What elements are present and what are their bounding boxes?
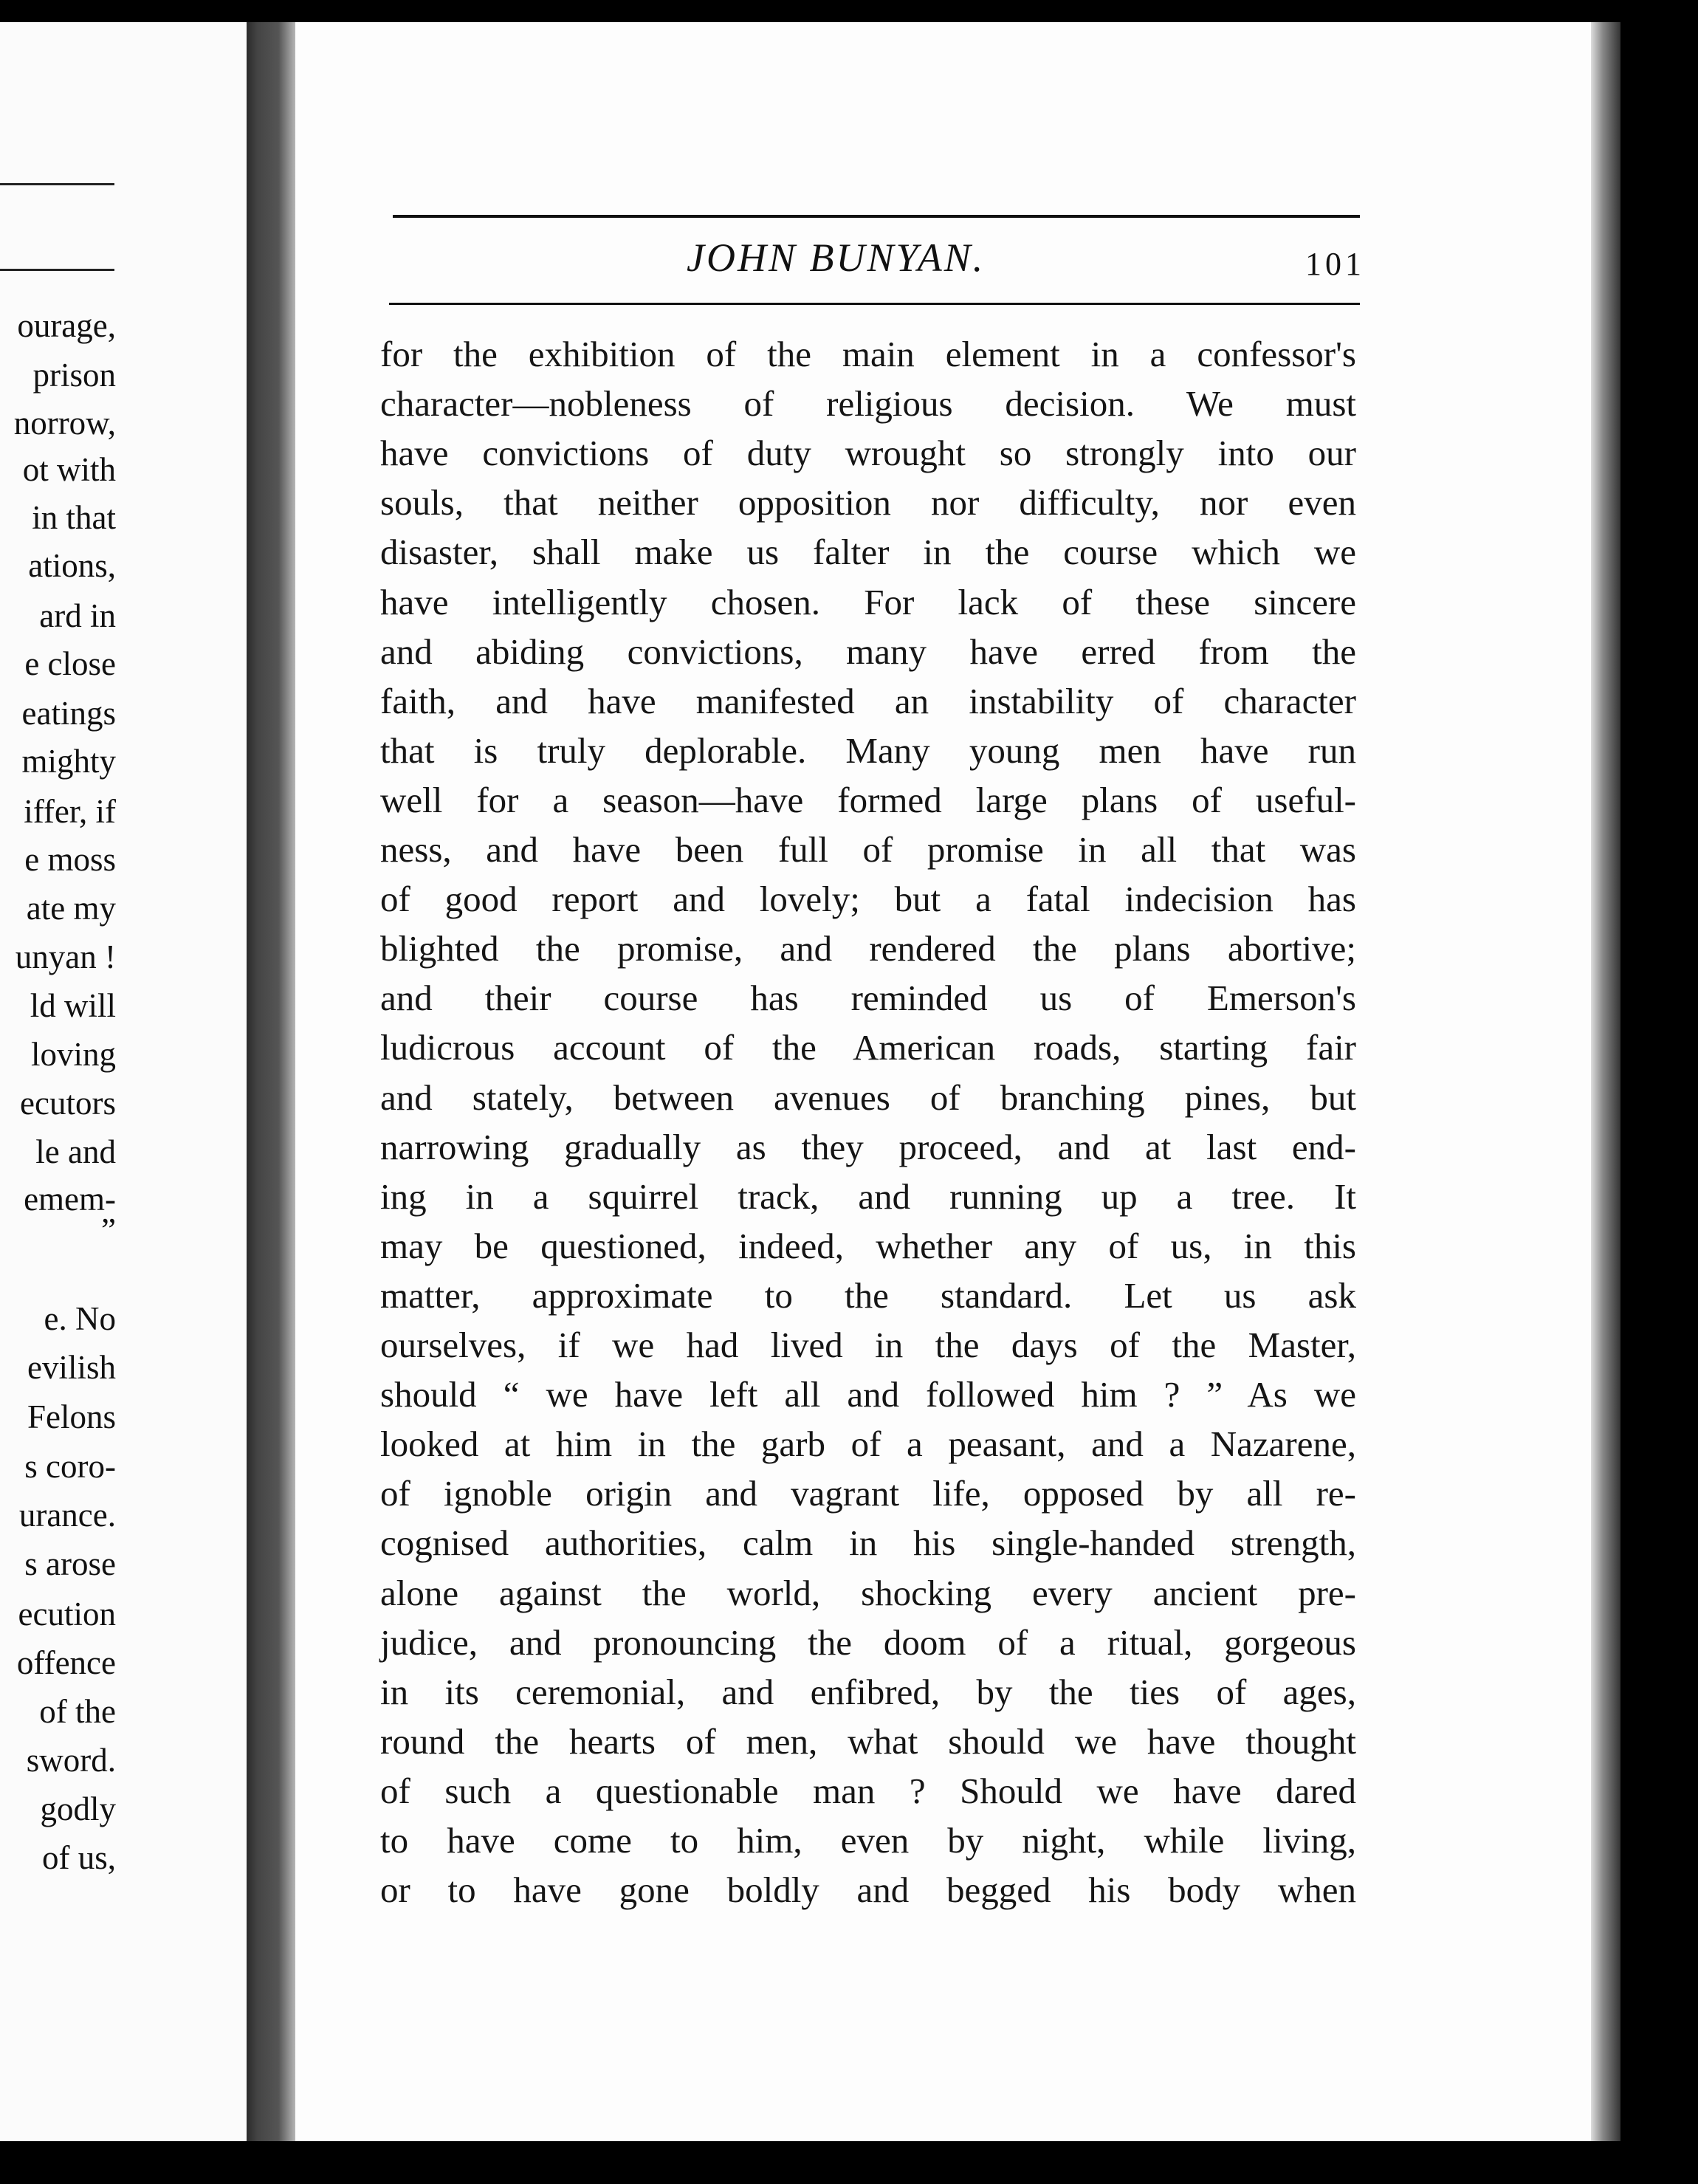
text-line: of such a questionable man ? Should we have dared xyxy=(380,1770,1356,1811)
text-line: or to have gone boldly and begged his body when xyxy=(380,1869,1356,1911)
text-line: for the exhibition of the main element in a confessor's xyxy=(380,334,1356,374)
left-page-line: evilish xyxy=(27,1349,116,1386)
text-line: may be questioned, indeed, whether any of us, in this xyxy=(380,1225,1356,1266)
text-line: judice, and pronouncing the doom of a ritual, gorgeous xyxy=(380,1621,1356,1663)
text-line: ness, and have been full of promise in all that was xyxy=(380,829,1356,870)
page-edge xyxy=(1591,22,1620,2141)
left-page-line: ourage, xyxy=(17,307,116,344)
text-line: faith, and have manifested an instability of character xyxy=(380,680,1356,721)
left-page-rule-top xyxy=(0,183,114,185)
left-page-line: ecution xyxy=(18,1596,116,1632)
left-page-line: in that xyxy=(32,499,116,536)
left-page-line: ate my xyxy=(26,890,116,927)
text-line: in its ceremonial, and enfibred, by the ties of ages, xyxy=(380,1671,1356,1712)
text-line: should “ we have left all and followed him ? ” As we xyxy=(380,1374,1356,1415)
left-page-line: emem- xyxy=(24,1181,116,1218)
text-line: looked at him in the garb of a peasant, and a Nazarene, xyxy=(380,1424,1356,1465)
left-page-line: norrow, xyxy=(13,405,116,442)
left-page-line: e moss xyxy=(24,841,116,878)
left-page-line: ecutors xyxy=(20,1085,116,1122)
header-rule-top xyxy=(393,215,1360,218)
book-gutter xyxy=(247,22,300,2141)
text-line: of good report and lovely; but a fatal indecision has xyxy=(380,879,1356,920)
text-line: cognised authorities, calm in his single-handed strength, xyxy=(380,1522,1356,1564)
left-page-line: iffer, if xyxy=(24,793,116,830)
left-page-line: eatings xyxy=(21,695,116,732)
left-page-rule-head xyxy=(0,269,114,271)
text-line: and abiding convictions, many have erred from the xyxy=(380,631,1356,672)
left-page-line: ot with xyxy=(22,451,116,488)
text-line: souls, that neither opposition nor difficulty, nor even xyxy=(380,482,1356,523)
left-page-line: ld will xyxy=(30,987,116,1024)
text-line: to have come to him, even by night, while living, xyxy=(380,1820,1356,1861)
text-line: have intelligently chosen. For lack of these sincere xyxy=(380,581,1356,622)
page-number: 101 xyxy=(1305,246,1365,282)
left-page-line: godly xyxy=(40,1790,116,1827)
left-page-line: e. No xyxy=(44,1300,116,1337)
left-page-line: s arose xyxy=(24,1545,116,1582)
left-page-line: s coro- xyxy=(24,1448,116,1485)
left-page-line: ations, xyxy=(28,547,116,584)
text-line: ourselves, if we had lived in the days of the Master, xyxy=(380,1325,1356,1365)
left-page-line: prison xyxy=(32,357,116,394)
text-line: disaster, shall make us falter in the course which we xyxy=(380,532,1356,573)
left-page-line: of us, xyxy=(42,1839,116,1876)
left-page-line: unyan ! xyxy=(15,938,116,975)
running-head: JOHN BUNYAN. xyxy=(687,236,986,280)
left-page-line: ” xyxy=(101,1212,116,1249)
left-page-line: urance. xyxy=(18,1497,116,1534)
left-page-line: sword. xyxy=(26,1742,116,1779)
left-page-line: e close xyxy=(24,645,116,682)
text-line: matter, approximate to the standard. Let us ask xyxy=(380,1274,1356,1316)
left-page-line: offence xyxy=(16,1644,116,1681)
previous-page xyxy=(0,22,258,2141)
text-line: of ignoble origin and vagrant life, opposed by all re- xyxy=(380,1473,1356,1514)
text-line: alone against the world, shocking every ancient pre- xyxy=(380,1572,1356,1613)
left-page-line: mighty xyxy=(21,743,116,780)
left-page-line: loving xyxy=(30,1036,116,1073)
text-line: ludicrous account of the American roads, starting fair xyxy=(380,1027,1356,1068)
text-line: and their course has reminded us of Emerson's xyxy=(380,978,1356,1019)
left-page-line: Felons xyxy=(27,1398,116,1435)
text-line: have convictions of duty wrought so strongly into our xyxy=(380,433,1356,474)
left-page-line: of the xyxy=(39,1693,116,1730)
left-page-line: le and xyxy=(35,1133,116,1170)
text-line: blighted the promise, and rendered the plans abortive; xyxy=(380,928,1356,969)
text-line: narrowing gradually as they proceed, and at last end- xyxy=(380,1126,1356,1167)
header-rule-bottom xyxy=(389,303,1360,305)
text-line: character—nobleness of religious decision. We must xyxy=(380,383,1356,425)
text-line: ing in a squirrel track, and running up a tree. It xyxy=(380,1175,1356,1217)
text-line: and stately, between avenues of branching pines, but xyxy=(380,1076,1356,1118)
text-line: that is truly deplorable. Many young men have run xyxy=(380,729,1356,771)
left-page-line: ard in xyxy=(39,597,116,634)
text-line: round the hearts of men, what should we have thought xyxy=(380,1720,1356,1762)
text-line: well for a season—have formed large plans of useful- xyxy=(380,779,1356,820)
